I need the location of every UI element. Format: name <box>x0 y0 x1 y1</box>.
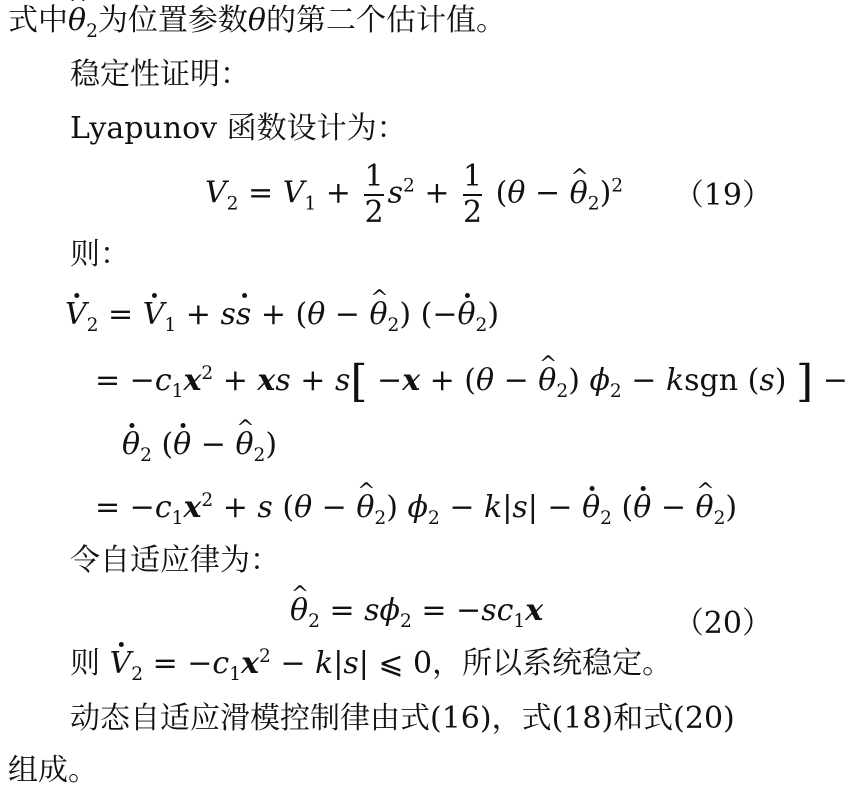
equation-20: θ $\^{}_2 = s\phi_2 = -sc_1x$ <box>290 596 543 632</box>
text-line-13: 组成。 <box>8 753 98 788</box>
equation-19: $V_2 = V_1$ + $\frac{1}{2}$ $s^2$ + $\frac{1}{2}$ (θ − θ $\^{}_2)^2$ <box>205 160 623 229</box>
text-line-12: 动态自适应滑模控制律由式(16)，式(18)和式(20) <box>70 701 735 736</box>
text-line-2: 稳定性证明： <box>70 57 250 92</box>
equation-number-20: （20） <box>673 606 772 641</box>
equation-derivative-2: = $-c_1x^2$ + xs + s[ −x + (θ − θ $\^{}_2$) $\phi_2$ − ksgn (s) ] − <box>95 360 848 404</box>
equation-number-19: （19） <box>673 178 772 213</box>
text-line-11: 则 $V \cdot_2 = -c_1x^2 - k|s|$ ⩽ 0，所以系统稳定。 <box>70 648 672 685</box>
equation-derivative-3: $\theta \cdot_2$ (θ · − θ $\^{}_2$) <box>122 430 277 466</box>
text-line-3: Lyapunov 函数设计为： <box>70 111 407 146</box>
text-line-1: 式中θ $\^{}_2$为位置参数θ的第二个估计值。 <box>8 6 506 42</box>
text-line-9: 令自适应律为： <box>70 543 280 578</box>
equation-derivative-4: = $-c_1x^2 + s$ (θ − θ $\^{}_2$) $\phi_2 - k|s| - \theta \cdot_2$ (θ · − θ $\^{}_2$) <box>95 492 737 529</box>
text-line-5: 则： <box>70 237 130 272</box>
equation-derivative-1: $V \cdot_2 = V \cdot_1$ + ss · + (θ − θ $\^{}_2$) $(-\theta \cdot_2)$ <box>65 300 499 336</box>
